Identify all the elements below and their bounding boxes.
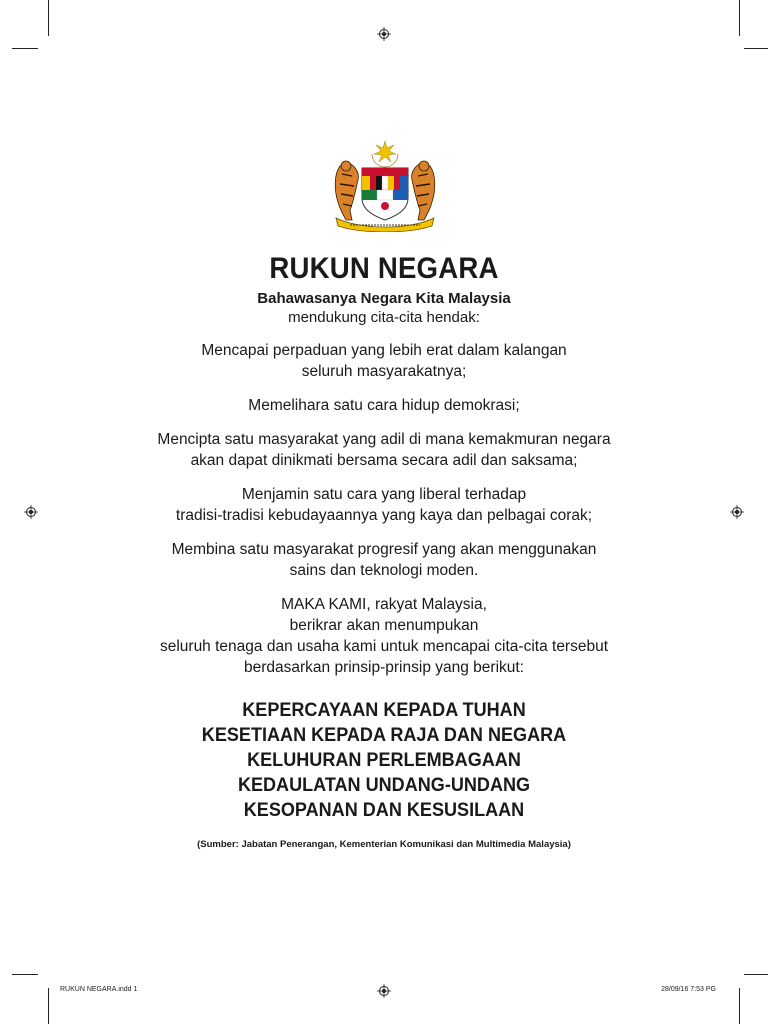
paragraph-line: Menjamin satu cara yang liberal terhadap (241, 486, 527, 503)
crop-mark (12, 48, 38, 49)
paragraph (0, 539, 768, 581)
intro-line: mendukung cita-cita hendak: (288, 309, 480, 326)
principle-item: KELUHURAN PERLEMBAGAAN (247, 750, 521, 771)
paragraph-line: berikrar akan menumpukan (289, 617, 479, 634)
principle-item: KESOPANAN DAN KESUSILAAN (243, 800, 525, 821)
paragraph-line: seluruh tenaga dan usaha kami untuk mencapai cita-cita tersebut (159, 638, 609, 655)
principle-item: KESETIAAN KEPADA RAJA DAN NEGARA (201, 725, 567, 746)
registration-mark-icon (377, 984, 391, 998)
paragraph-line: Mencapai perpaduan yang lebih erat dalam kalangan (201, 342, 567, 359)
crop-mark (739, 988, 740, 1024)
paragraph-line: Mencipta satu masyarakat yang adil di mana kemakmuran negara (157, 431, 611, 448)
paragraph-line: sains dan teknologi moden. (289, 562, 479, 579)
crop-mark (48, 0, 49, 36)
paragraph-line: berdasarkan prinsip-prinsip yang berikut: (243, 659, 524, 676)
paragraph-line: Memelihara satu cara hidup demokrasi; (248, 397, 520, 414)
document-title: RUKUN NEGARA (269, 252, 499, 285)
paragraph-line: MAKA KAMI, rakyat Malaysia, (281, 596, 487, 613)
paragraph-line: seluruh masyarakatnya; (301, 363, 467, 380)
document-subtitle: Bahawasanya Negara Kita Malaysia (257, 290, 511, 307)
crop-mark (744, 974, 768, 975)
paragraph (0, 395, 768, 416)
principle-item: KEPERCAYAAN KEPADA TUHAN (242, 700, 526, 721)
print-slug-file: RUKUN NEGARA.indd 1 (60, 986, 138, 993)
crop-mark (12, 974, 38, 975)
document-body (0, 250, 768, 850)
paragraph-line: Membina satu masyarakat progresif yang akan menggunakan (171, 541, 597, 558)
principle-item: KEDAULATAN UNDANG-UNDANG (237, 775, 531, 796)
print-slug-datetime: 28/09/16 7:53 PG (661, 986, 716, 993)
registration-mark-icon (377, 27, 391, 41)
malaysia-coat-of-arms-icon (330, 140, 440, 232)
paragraph (0, 340, 768, 382)
paragraph-line: tradisi-tradisi kebudayaannya yang kaya dan pelbagai corak; (175, 507, 593, 524)
paragraph (0, 429, 768, 471)
paragraph-line: akan dapat dinikmati bersama secara adil dan saksama; (190, 452, 578, 469)
principles-list (0, 698, 768, 823)
crop-mark (744, 48, 768, 49)
crop-mark (739, 0, 740, 36)
crop-mark (48, 988, 49, 1024)
paragraph (0, 484, 768, 526)
source-note: (Sumber: Jabatan Penerangan, Kementerian Komunikasi dan Multimedia Malaysia) (197, 839, 571, 850)
paragraph (0, 594, 768, 678)
